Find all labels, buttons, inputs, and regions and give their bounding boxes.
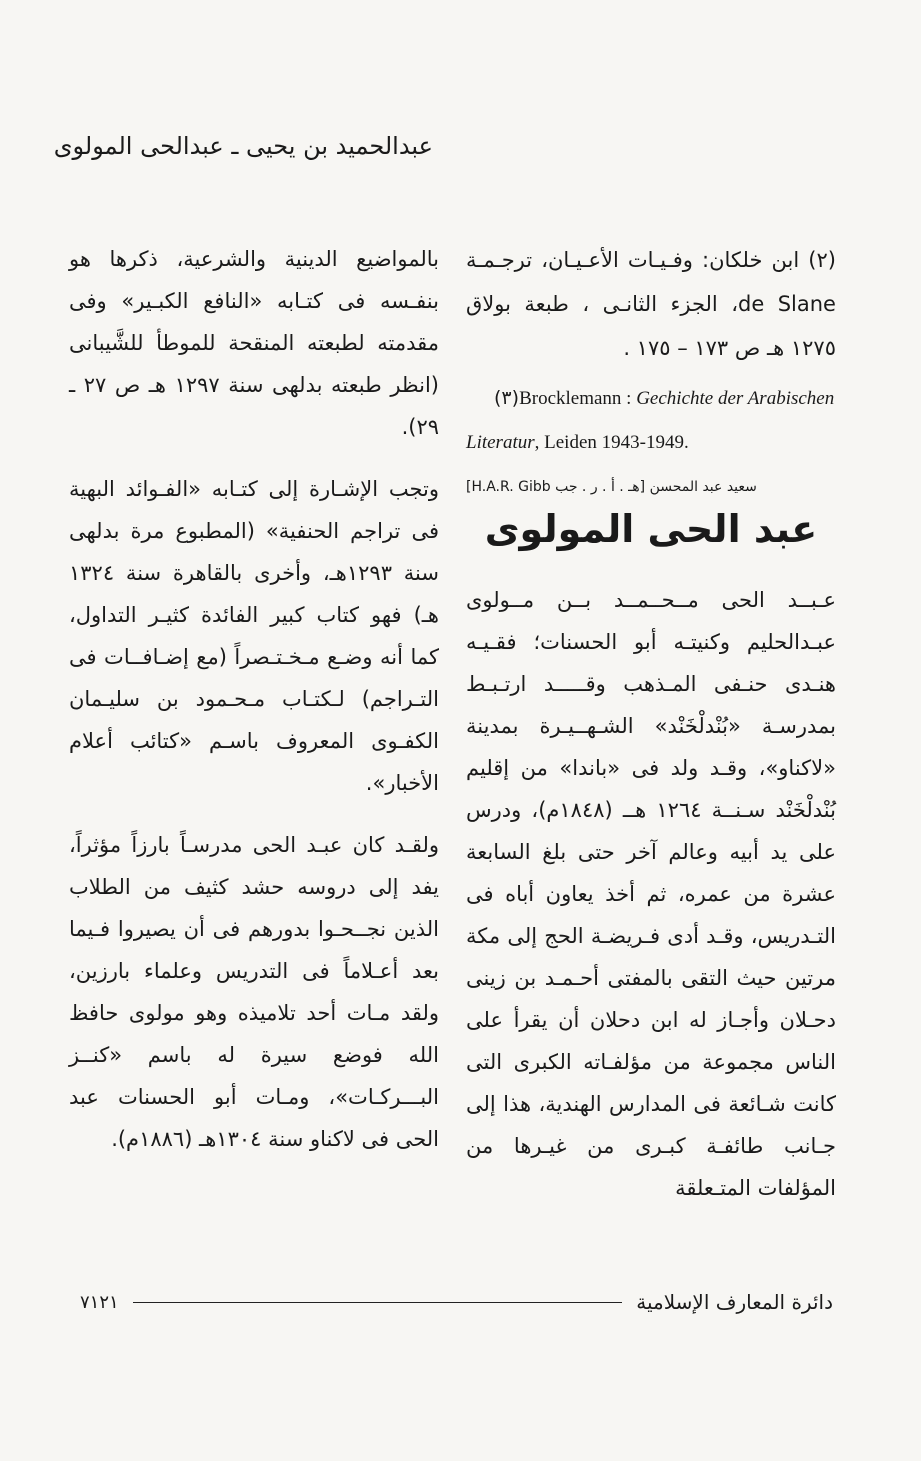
running-header: عبدالحميد بن يحيى ـ عبدالحى المولوى [53,132,433,160]
reference-3 [466,376,836,465]
left-column [69,238,439,1180]
left-paragraph-3: ولقـد كان عبـد الحى مدرسـاً بارزاً مؤثراً، يفد إلى دروسه حشد كثيف من الطلاب الذين نجــحـوا بدورهم فى أن يصيروا فـيما بعد أعـلاماً فى التدريس وعلماء بارزين، ولقد مـات أحد تلاميذه وهو مولوى حافظ الله فوضع سيرة له باسم «كنــز البـــركـات»، ومـات أبو الحسنات عبد الحى فى لاكناو سنة ١٣٠٤هـ (١٨٨٦م). [69,833,439,1151]
article-author-text: سعيد عبد المحسن [هـ . أ . ر . جب H.A.R. Gibb] [466,479,757,495]
reference-3-title: Gechichte der Arabischen Literatur [466,388,835,453]
reference-3-number: (٣) [494,387,520,409]
article-author [466,479,836,495]
page-footer [80,1288,833,1316]
footer-rule [133,1302,623,1303]
left-paragraph-2: وتجب الإشـارة إلى كتـابه «الفـوائد البهية فى تراجم الحنفية» (المطبوع مرة بدلهى سنة ١٢٩٣هـ، وأخرى بالقاهرة سنة ١٣٢٤ هـ) فهو كتاب كبير الفائدة كثيـر التداول، كما أنه وضـع مـخـتـصراً (مع إضـافــات فى التـراجم) لـكتـاب مـحـمود بن سليـمان الكفـوى المعروف باسـم «كتائب أعلام الأخبار». [69,477,439,795]
article-title: عبد الحى المولوى [484,507,818,551]
reference-3-rest: , Leiden 1943-1949. [534,432,689,453]
article-body-paragraph: عـبــد الحى مــحــمــد بــن مــولوى عبـدالحليم وكنيتـه أبو الحسنات؛ فقـيـه هنـدى حنـفى المـذهب وقـــــد ارتـبـط بمدرسـة «بُنْدلْخَنْد» الشـهــيـرة بمدينة «لاكناو»، وقـد ولد فى «باندا» من إقليم بُنْدلْخَنْد سـنــة ١٢٦٤ هــ (١٨٤٨م)، ودرس على يد أبيه وعالم آخر حتى بلغ السابعة عشرة من عمره، ثم أخذ يعاون أباه فى التـدريس، وقـد أدى فـريضـة الحج إلى مكة مرتين حيث التقى بالمفتى أحـمـد بن زينى دحـلان وأجـاز له ابن دحلان أن يقرأ على الناس مجموعة من مؤلفـاته الكبرى التى كانت شـائعة فى المدارس الهندية، هذا إلى جـانب طائفـة كبـرى من غيـرها من المؤلفات المتـعلقة [466,588,836,1200]
reference-2: (٢) ابن خلكان: وفـيـات الأعـيـان، ترجـمـة de Slane، الجزء الثانـى ، طبعة بولاق ١٢٧٥ هـ ص ١٧٣ – ١٧٥ . [466,248,836,360]
page-number: ٧١٢١ [80,1291,119,1313]
reference-3-author: Brocklemann : [519,388,637,409]
left-paragraph-1: بالمواضيع الدينية والشرعية، ذكرها هو بنفـسه فى كتـابه «النافع الكبـير» وفى مقدمته لطبعته المنقحة للموطأ للشَّيبانى (انظر طبعته بدلهى سنة ١٢٩٧ هـ ص ٢٧ ـ ٢٩). [69,247,439,439]
footer-journal-title: دائرة المعارف الإسلامية [636,1290,833,1314]
right-column [466,238,836,1229]
